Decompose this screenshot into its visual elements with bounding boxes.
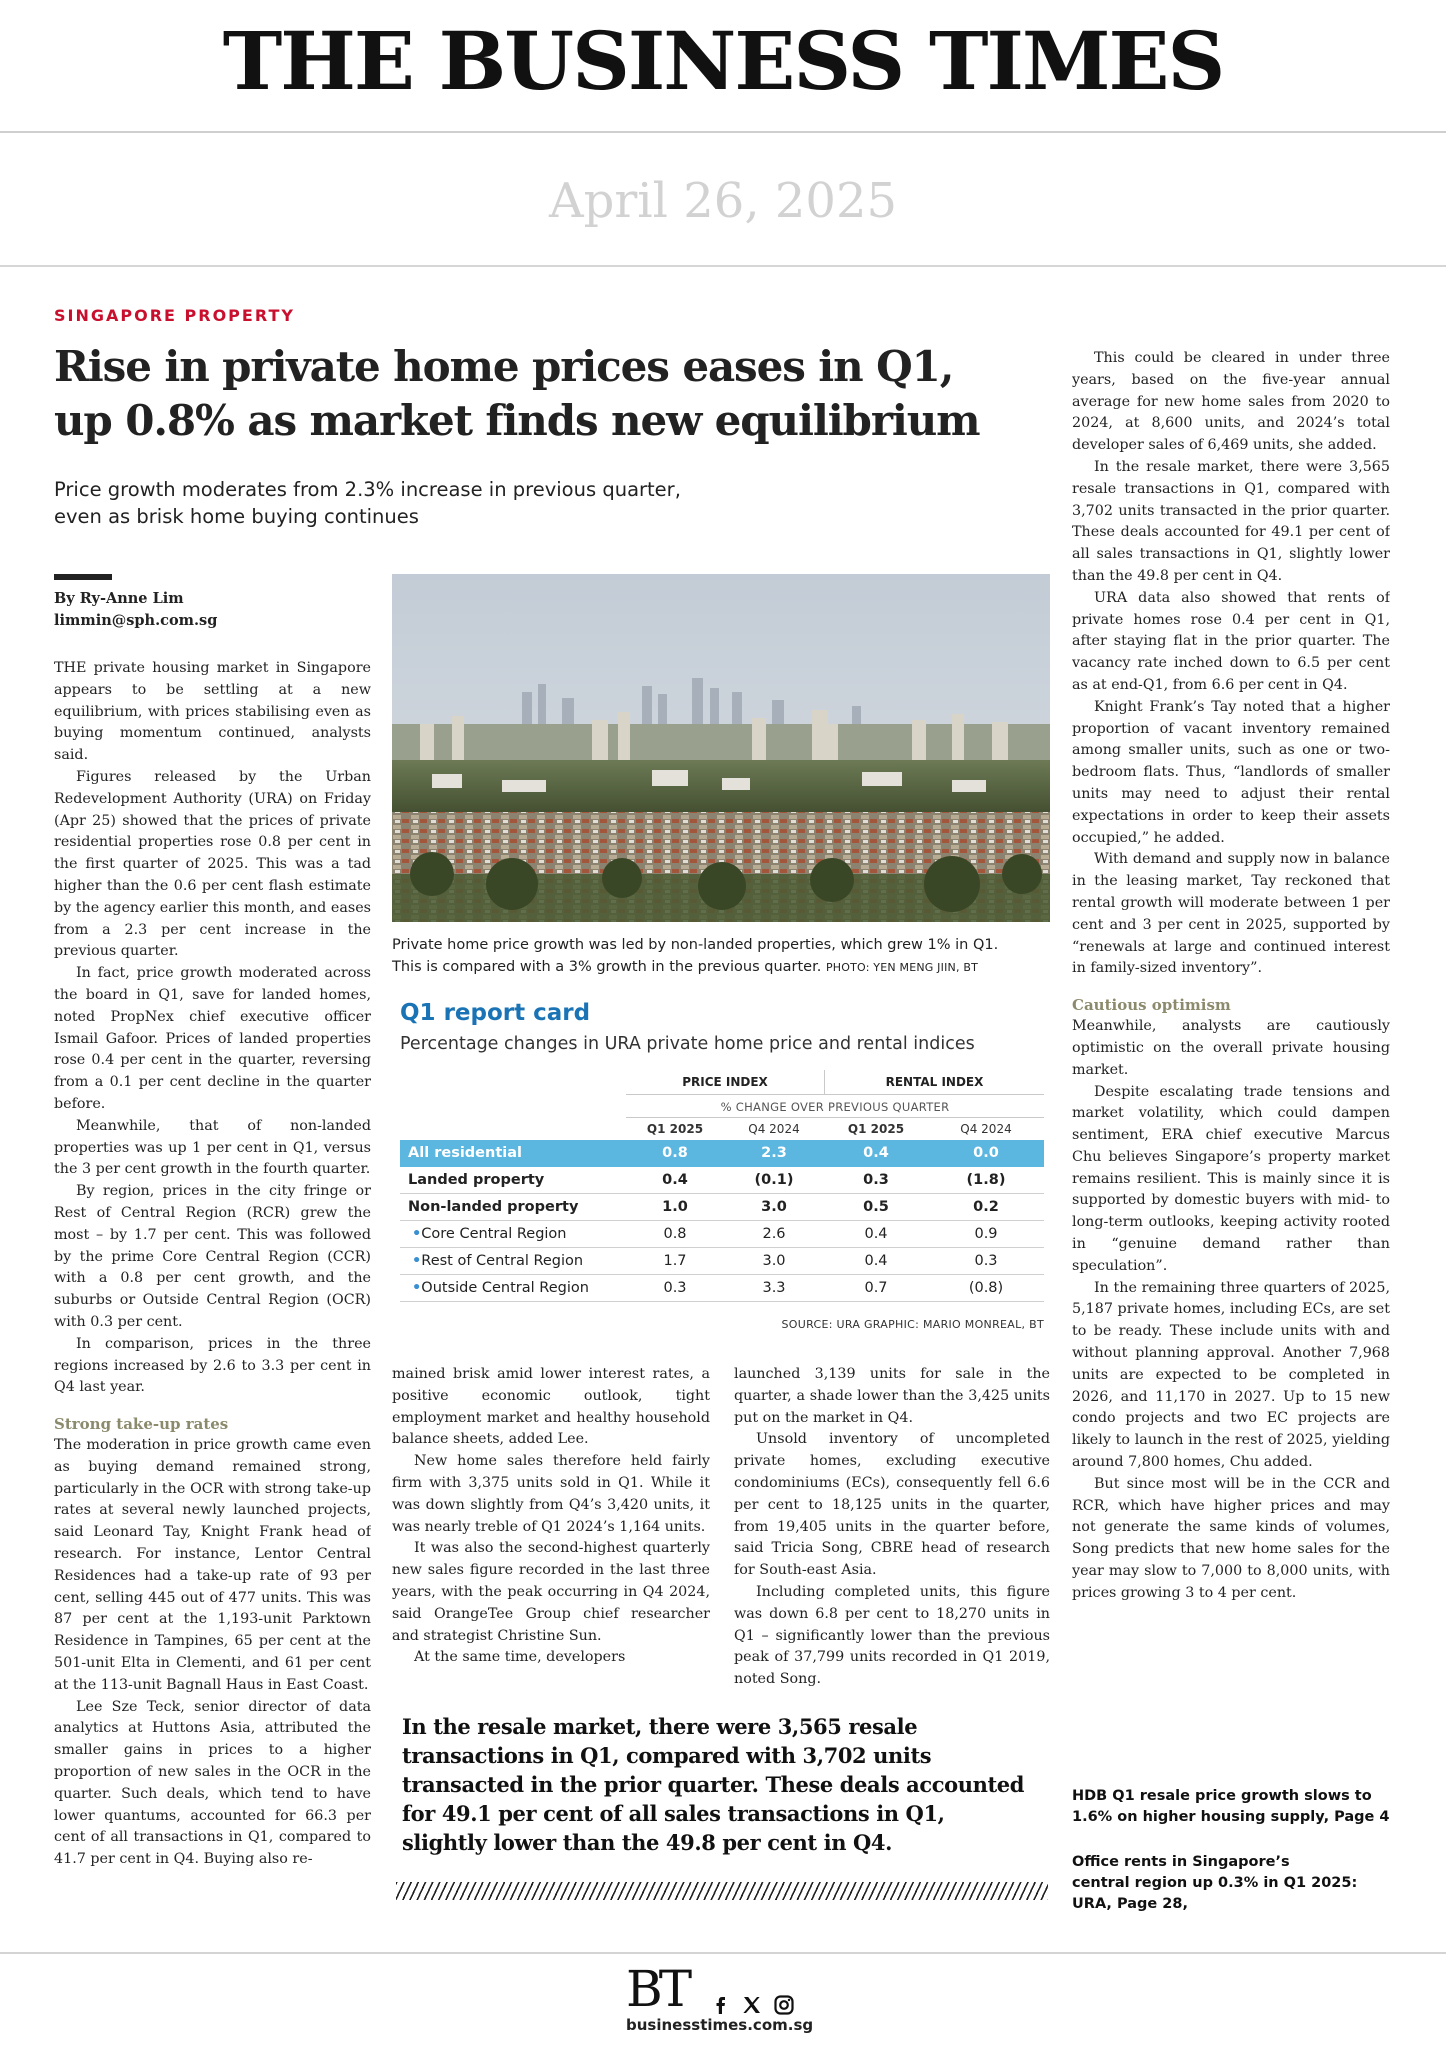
paragraph: Including completed units, this figure was down 6.8 per cent to 18,270 units in Q1 – significantly lower than the previous peak of 37,799 units recorded in Q1 2019, noted Song. (734, 1583, 1050, 1688)
table-cell: 0.0 (973, 1145, 999, 1161)
table-cell: 1.0 (662, 1199, 688, 1215)
table-cell: 3.0 (761, 1199, 787, 1215)
row-label: All residential (408, 1145, 522, 1161)
byline-rule (54, 574, 112, 580)
paragraph: By region, prices in the city fringe or Rest of Central Region (RCR) grew the most – by 1.7 per cent. This was followed by the prime Core Central Region (CCR) with a 0.8 per cent growth, and the suburbs or Outside Central Region (OCR) with 0.3 per cent. (54, 1183, 371, 1330)
skyline-illustration (392, 574, 1050, 922)
standfirst (54, 476, 754, 530)
table-cell: 0.9 (974, 1226, 998, 1242)
table-cell: 1.7 (663, 1253, 687, 1269)
paragraph: It was also the second-highest quarterly new sales figure recorded in the last three years, with the peak occurring in Q4 2024, said OrangeTee Group chief researcher and strategist Christine Sun. (392, 1540, 710, 1644)
paragraph: URA data also showed that rents of private homes rose 0.4 per cent in Q1, after staying flat in the prior quarter. The vacancy rate inched down to 6.5 per cent as at end-Q1, from 6.6 per cent in Q4. (1072, 589, 1390, 693)
subhead-strong-take-up: Strong take-up rates (54, 1415, 229, 1434)
bullet: • (412, 1280, 422, 1296)
column-header: Q4 2024 (960, 1122, 1012, 1136)
paragraph: In the remaining three quarters of 2025, 5,187 private homes, including ECs, are set to be ready. These include units with and without planning approval. Another 7,968 units are expected to be completed in 2026, and 11,170 in 2027. Up to 15 new condo projects and two EC projects are likely to launch in the rest of 2025, yielding around 7,800 homes, Chu added. (1072, 1279, 1390, 1471)
masthead (0, 0, 1446, 133)
site-url[interactable]: businesstimes.com.sg (626, 2016, 814, 2034)
standfirst-line: Price growth moderates from 2.3% increase in previous quarter, (54, 478, 681, 501)
paragraph: In the resale market, there were 3,565 resale transactions in Q1, compared with 3,702 units transacted in the prior quarter. These deals accounted for 49.1 per cent of all sales transactions in Q1, slightly lower than the 49.8 per cent in Q4. (1072, 458, 1390, 584)
table-cell: (1.8) (966, 1172, 1006, 1188)
column-header: Q1 2025 (847, 1122, 905, 1136)
byline (54, 588, 384, 632)
table-source: SOURCE: URA GRAPHIC: MARIO MONREAL, BT (781, 1318, 1044, 1331)
x-icon[interactable] (740, 1993, 764, 2017)
caption-line (392, 956, 1052, 979)
pull-quote-line: for 49.1 per cent of all sales transactions in Q1, (402, 1801, 945, 1826)
table-cell: 0.4 (863, 1145, 889, 1161)
table-cell: 0.8 (662, 1145, 688, 1161)
paragraph: Lee Sze Teck, senior director of data analytics at Huttons Asia, attributed the smaller gains in prices to a higher proportion of new sales in the OCR in the quarter. Such deals, which tend to have lower quantums, accounted for 66.3 per cent of all transactions in Q1, compared to 41.7 per cent in Q4. Buying also re- (54, 1698, 371, 1868)
article-column-3 (734, 1364, 1050, 1694)
table-cell: 0.2 (973, 1199, 999, 1215)
footer-rule (0, 1952, 1446, 1954)
issue-date: April 26, 2025 (548, 173, 898, 229)
table-note: % CHANGE OVER PREVIOUS QUARTER (626, 1094, 1044, 1118)
table-cell: 3.3 (762, 1280, 786, 1296)
column-header: Q1 2025 (646, 1122, 704, 1136)
table-cell: 0.7 (864, 1280, 888, 1296)
photo-caption (392, 934, 1052, 979)
paragraph: Unsold inventory of uncompleted private homes, excluding executive condominiums (ECs), consequently fell 6.6 per cent to 18,125 units in the quarter, from 19,405 units in the quarter before, said Tricia Song, CBRE head of research for South-east Asia. (734, 1431, 1050, 1579)
paragraph: Knight Frank’s Tay noted that a higher proportion of vacant inventory remained among smaller units, such as one or two-bedroom flats. Thus, “landlords of smaller units may need to adjust their rental expectations in order to keep their assets occupied,” he added. (1072, 698, 1390, 846)
newspaper-title: THE BUSINESS TIMES (222, 14, 1224, 108)
row-label: Non-landed property (408, 1199, 579, 1215)
row-label: Landed property (408, 1172, 545, 1188)
facebook-icon[interactable] (708, 1993, 732, 2017)
report-card-subtitle: Percentage changes in URA private home price and rental indices (400, 1034, 975, 1054)
skyline-photo (392, 574, 1050, 922)
bullet: • (412, 1253, 422, 1269)
headline (54, 340, 1044, 448)
promo-line: Office rents in Singapore’s (1072, 1854, 1290, 1870)
caption-text: This is compared with a 3% growth in the previous quarter. (392, 959, 822, 975)
row-label (412, 1221, 567, 1248)
promo-line: central region up 0.3% in Q1 2025: (1072, 1875, 1358, 1891)
bt-logo: BT (626, 1960, 689, 2018)
section-label: SINGAPORE PROPERTY (54, 306, 295, 325)
pull-quote-line: transactions in Q1, compared with 3,702 units (402, 1743, 932, 1768)
paragraph: This could be cleared in under three years, based on the five-year annual average for new home sales from 2020 to 2024, at 8,600 units, and 2024’s total developer sales of 6,469 units, she added. (1072, 350, 1390, 454)
table-cell: 0.4 (662, 1172, 688, 1188)
promo-line: URA, Page 28, (1072, 1896, 1188, 1912)
article-column-1 (54, 658, 371, 1920)
paragraph: Meanwhile, that of non-landed properties was up 1 per cent in Q1, versus the 3 per cent growth in the fourth quarter. (54, 1117, 371, 1178)
caption-line: Private home price growth was led by non-landed properties, which grew 1% in Q1. (392, 937, 999, 953)
table-row (400, 1275, 1044, 1302)
paragraph: THE private housing market in Singapore appears to be settling at a new equilibrium, with prices stabilising even as buying momentum continued, analysts said. (54, 660, 371, 764)
article-column-2 (392, 1364, 710, 1694)
paragraph: mained brisk amid lower interest rates, a positive economic outlook, tight employment market and healthy household balance sheets, added Lee. (392, 1366, 710, 1448)
table-cell: 0.8 (663, 1226, 687, 1242)
date-band (0, 135, 1446, 267)
author-email[interactable]: limmin@sph.com.sg (54, 612, 218, 629)
promo-line: 1.6% on higher housing supply, Page 4 (1072, 1809, 1390, 1825)
bullet: • (412, 1226, 422, 1242)
author-name: By Ry-Anne Lim (54, 590, 184, 607)
related-story-hdb[interactable] (1072, 1786, 1390, 1828)
paragraph: The moderation in price growth came even as buying demand remained strong, particularly in the OCR with strong take-up rates at several newly launched projects, said Leonard Tay, Knight Frank head of research. For instance, Lentor Central Residences had a take-up rate of 93 per cent, selling 445 out of 477 units. This was 87 per cent at the 1,193-unit Parktown Residence in Tampines, 65 per cent at the 501-unit Elta in Clementi, and 61 per cent at the 113-unit Bagnall Haus in East Coast. (54, 1437, 371, 1693)
table-cell: 0.4 (864, 1253, 888, 1269)
photo-credit: PHOTO: YEN MENG JIIN, BT (825, 961, 979, 974)
report-card-table (400, 1070, 1044, 1331)
paragraph: Despite escalating trade tensions and market volatility, which could dampen sentiment, ERA chief executive Marcus Chu believes Singapore’s property market remains resilient. This is mainly since it is supported by domestic buyers with mid- to long-term outlooks, keeping activity rooted in “genuine demand rather than speculation”. (1072, 1083, 1390, 1274)
column-header: Q4 2024 (748, 1122, 800, 1136)
table-cell: 0.3 (974, 1253, 998, 1269)
subhead-cautious-optimism: Cautious optimism (1072, 996, 1231, 1015)
paragraph: Meanwhile, analysts are cautiously optimistic on the overall private housing market. (1072, 1018, 1390, 1078)
row-label-text: Core Central Region (421, 1226, 567, 1242)
hatch-divider (396, 1882, 1048, 1900)
article-column-4 (1072, 348, 1390, 1768)
table-cell: (0.8) (968, 1280, 1004, 1296)
headline-line: up 0.8% as market finds new equilibrium (54, 396, 980, 445)
table-row (400, 1221, 1044, 1248)
paragraph: At the same time, developers (414, 1649, 626, 1666)
table-cell: (0.1) (754, 1172, 794, 1188)
table-cell: 2.6 (762, 1226, 786, 1242)
table-cell: 3.0 (762, 1253, 786, 1269)
table-cell: 0.4 (864, 1226, 888, 1242)
table-cell: 2.3 (761, 1145, 787, 1161)
paragraph: With demand and supply now in balance in the leasing market, Tay reckoned that rental growth will moderate between 1 per cent and 3 per cent in 2025, supported by “renewals at large and continued interest in family-sized inventory”. (1072, 851, 1390, 977)
paragraph: New home sales therefore held fairly firm with 3,375 units sold in Q1. While it was down slightly from Q4’s 3,420 units, it was nearly treble of Q1 2024’s 1,164 units. (392, 1453, 710, 1535)
instagram-icon[interactable] (772, 1993, 796, 2017)
paragraph: In comparison, prices in the three regions increased by 2.6 to 3.3 per cent in Q4 last year. (54, 1335, 371, 1396)
pull-quote-line: transacted in the prior quarter. These deals accounted (402, 1772, 1025, 1797)
promo-line: HDB Q1 resale price growth slows to (1072, 1788, 1372, 1804)
headline-line: Rise in private home prices eases in Q1, (54, 342, 954, 391)
table-cell: 0.3 (663, 1280, 687, 1296)
table-header (400, 1070, 1044, 1140)
table-row (400, 1194, 1044, 1221)
table-row (400, 1140, 1044, 1167)
table-cell: 0.3 (863, 1172, 889, 1188)
table-row (400, 1167, 1044, 1194)
table-cell: 0.5 (863, 1199, 889, 1215)
standfirst-line: even as brisk home buying continues (54, 505, 419, 528)
paragraph: In fact, price growth moderated across the board in Q1, save for landed homes, noted PropNex chief executive officer Ismail Gafoor. Prices of landed properties rose 0.4 per cent in the quarter, reversing from a 0.1 per cent decline in the quarter before. (54, 965, 371, 1112)
paragraph: But since most will be in the CCR and RCR, which have higher prices and may not generate the same kinds of volumes, Song predicts that new home sales for the year may slow to 7,000 to 8,000 units, with prices growing 3 to 4 per cent. (1072, 1475, 1390, 1601)
pull-quote-line: In the resale market, there were 3,565 resale (402, 1714, 918, 1739)
group-header-price: PRICE INDEX (682, 1075, 768, 1089)
row-label (412, 1275, 589, 1302)
row-label-text: Outside Central Region (421, 1280, 589, 1296)
pull-quote (402, 1712, 1052, 1857)
table-row (400, 1248, 1044, 1275)
paragraph: launched 3,139 units for sale in the quarter, a shade lower than the 3,425 units put on the market in Q4. (734, 1366, 1050, 1426)
row-label-text: Rest of Central Region (421, 1253, 584, 1269)
related-story-office-rents[interactable] (1072, 1852, 1357, 1915)
group-header-rent: RENTAL INDEX (824, 1070, 1044, 1094)
report-card-title: Q1 report card (400, 1000, 591, 1026)
paragraph: Figures released by the Urban Redevelopment Authority (URA) on Friday (Apr 25) showed that the prices of private residential properties rose 0.8 per cent in the first quarter of 2025. This was a tad higher than the 0.6 per cent flash estimate by the agency earlier this month, and eases from a 2.3 per cent increase in the previous quarter. (54, 768, 371, 960)
row-label (412, 1248, 583, 1275)
pull-quote-line: slightly lower than the 49.8 per cent in Q4. (402, 1830, 892, 1855)
